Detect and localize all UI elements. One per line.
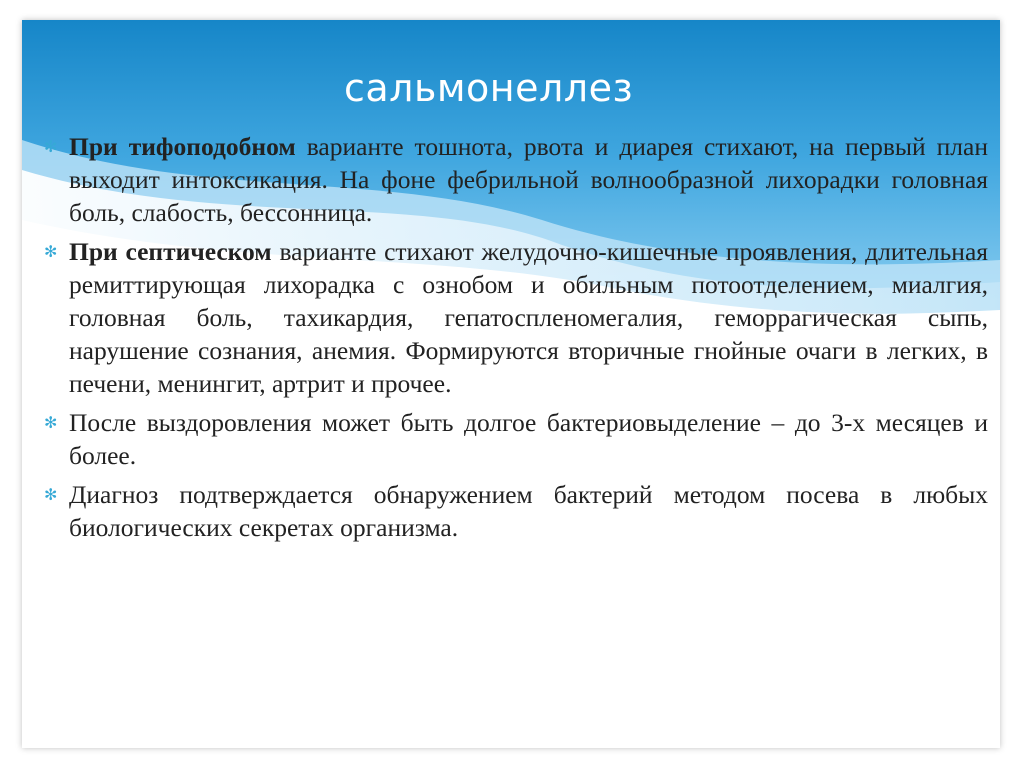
asterisk-bullet-icon: ✻ xyxy=(44,137,58,156)
asterisk-bullet-icon: ✻ xyxy=(44,485,58,504)
bullet-item xyxy=(42,130,988,229)
asterisk-bullet-icon: ✻ xyxy=(44,242,58,261)
bullet-text: После выздоровления может быть долгое бактериовыделение – до 3-х месяцев и более. xyxy=(69,408,988,470)
bullet-item xyxy=(42,406,988,472)
bullet-item xyxy=(42,235,988,400)
asterisk-bullet-icon: ✻ xyxy=(44,413,58,432)
bullet-list xyxy=(42,130,988,550)
bullet-text: варианте тошнота, рвота и диарея стихают, на первый план выходит интоксикация. На фоне фебрильной волнообразной лихорадки головная боль, слабость, бессонница. xyxy=(69,132,988,227)
bullet-text: Диагноз подтверждается обнаружением бактерий методом посева в любых биологических секретах организма. xyxy=(69,480,988,542)
slide-panel xyxy=(22,20,1000,748)
bullet-text: варианте стихают желудочно-кишечные проявления, длительная ремиттирующая лихорадка с ознобом и обильным потоотделением, миалгия, головная боль, тахикардия, гепатоспленомегалия, геморрагическая сыпь, нарушение сознания, анемия. Формируются вторичные гнойные очаги в легких, в печени, менингит, артрит и прочее. xyxy=(69,237,988,398)
slide-title: сальмонеллез xyxy=(344,66,634,110)
bullet-item xyxy=(42,478,988,544)
bullet-lead: При тифоподобном xyxy=(69,132,296,161)
bullet-lead: При септическом xyxy=(69,237,272,266)
